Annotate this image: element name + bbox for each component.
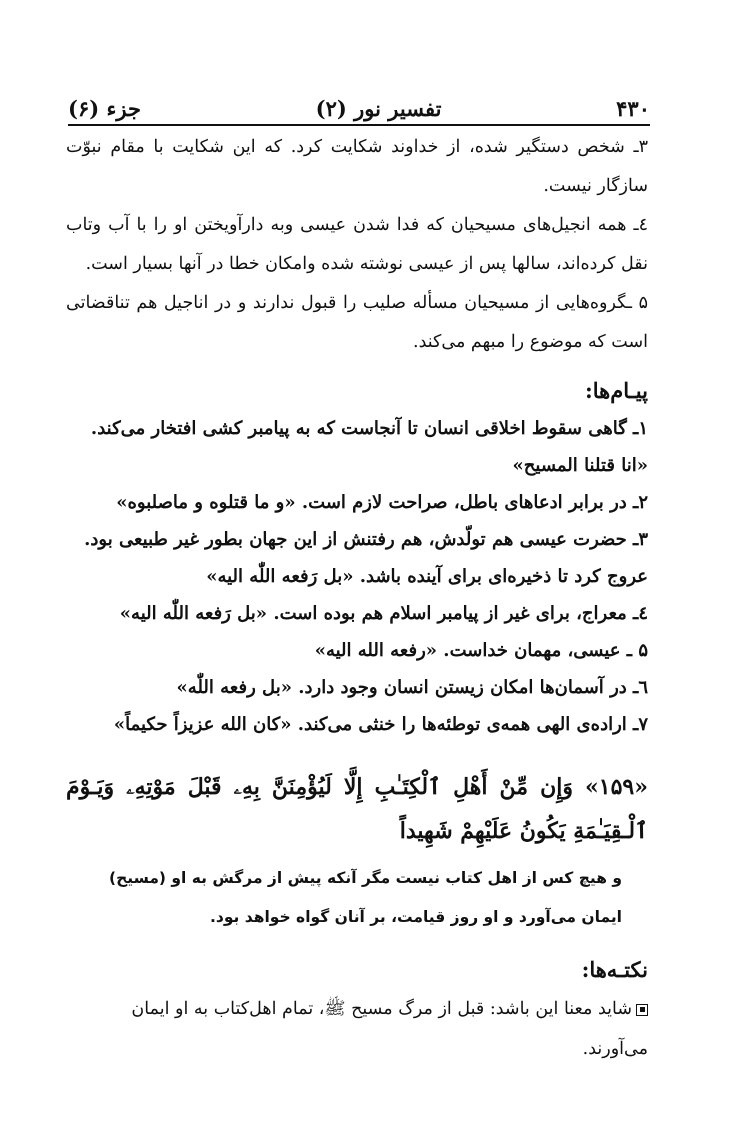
- notes-heading: نکتـه‌ها:: [581, 957, 648, 982]
- message-text: ۷ـ اراده‌ی الهی همه‌ی توطئه‌ها را خنثی می‌کند.: [297, 714, 648, 735]
- message-quote: «کان الله عزیزاً حکیماً»: [113, 714, 292, 735]
- page-body: [66, 128, 648, 1069]
- message-quote: «رفعه الله الیه»: [314, 640, 438, 661]
- messages-heading: پیـام‌ها:: [585, 378, 648, 403]
- message-text: ۱ـ گاهی سقوط اخلاقی انسان تا آنجاست که به پیامبر کشی افتخار می‌کند.: [90, 418, 648, 439]
- note-1: [66, 989, 648, 1069]
- message-3: [66, 521, 648, 595]
- message-5: [66, 632, 648, 669]
- message-1: [66, 410, 648, 484]
- message-7: [66, 706, 648, 743]
- message-quote: «انا قتلنا المسیح»: [512, 455, 648, 476]
- note-text: شاید معنا این باشد: قبل از مرگ مسیح ﷺ، تمام اهل‌کتاب به او ایمان می‌آورند.: [131, 999, 648, 1059]
- message-quote: «بل رفعه اللّٰه»: [176, 677, 292, 698]
- square-bullet-icon: [636, 1004, 648, 1016]
- message-6: [66, 669, 648, 706]
- page-header: [68, 90, 650, 126]
- message-text: ٦ـ در آسمان‌ها امکان زیستن انسان وجود دارد.: [298, 677, 648, 698]
- point-5: ۵ ـگروه‌هایی از مسیحیان مسأله صلیب را قبول ندارند و در اناجیل هم تناقضاتی است که موضوع را مبهم می‌کند.: [66, 293, 648, 352]
- message-text: ٤ـ معراج، برای غیر از پیامبر اسلام هم بوده است.: [273, 603, 648, 624]
- message-quote: «و ما قتلوه و ماصلبوه»: [116, 492, 296, 513]
- message-quote: «بل رَفعه اللّٰه الیه»: [206, 566, 354, 587]
- verse-translation: و هیچ کس از اهل کتاب نیست مگر آنکه پیش از مرگش به او (مسیح) ایمان می‌آورد و او روز قیامت، بر آنان گواه خواهد بود.: [108, 869, 622, 926]
- book-title: تفسیر نور (۲): [315, 96, 442, 121]
- message-text: ۳ـ حضرت عیسی هم تولّدش، هم رفتنش از این جهان بطور غیر طبیعی بود. عروج کرد تا ذخیره‌ای برای آینده باشد.: [84, 529, 648, 587]
- part-label: جزء (۶): [68, 96, 141, 121]
- message-text: ۵ ـ عیسی، مهمان خداست.: [443, 640, 648, 661]
- message-2: [66, 484, 648, 521]
- point-3: ۳ـ شخص دستگیر شده، از خداوند شکایت کرد. که این شکایت با مقام نبوّت سازگار نیست.: [66, 137, 648, 196]
- message-text: ۲ـ در برابر ادعاهای باطل، صراحت لازم است.: [301, 492, 648, 513]
- quran-verse: «۱۵۹» وَإِن مِّنْ أَهْلِ ٱلْكِتَـٰبِ إِلَّا لَيُؤْمِنَنَّ بِهِۦ قَبْلَ مَوْتِهِۦ وَيَـوْمَ ٱلْـقِيَـٰمَةِ يَكُونُ عَلَيْهِمْ شَهِيداً: [66, 774, 648, 844]
- page-number: ۴۳۰: [616, 96, 650, 121]
- point-4: ٤ـ همه انجیل‌های مسیحیان که فدا شدن عیسی وبه دارآویختن او را با آب وتاب نقل کرده‌اند، سالها پس از عیسی نوشته شده وامکان خطا در آنها بسیار است.: [66, 215, 648, 274]
- message-4: [66, 595, 648, 632]
- message-quote: «بل رَفعه اللّٰه الیه»: [119, 603, 268, 624]
